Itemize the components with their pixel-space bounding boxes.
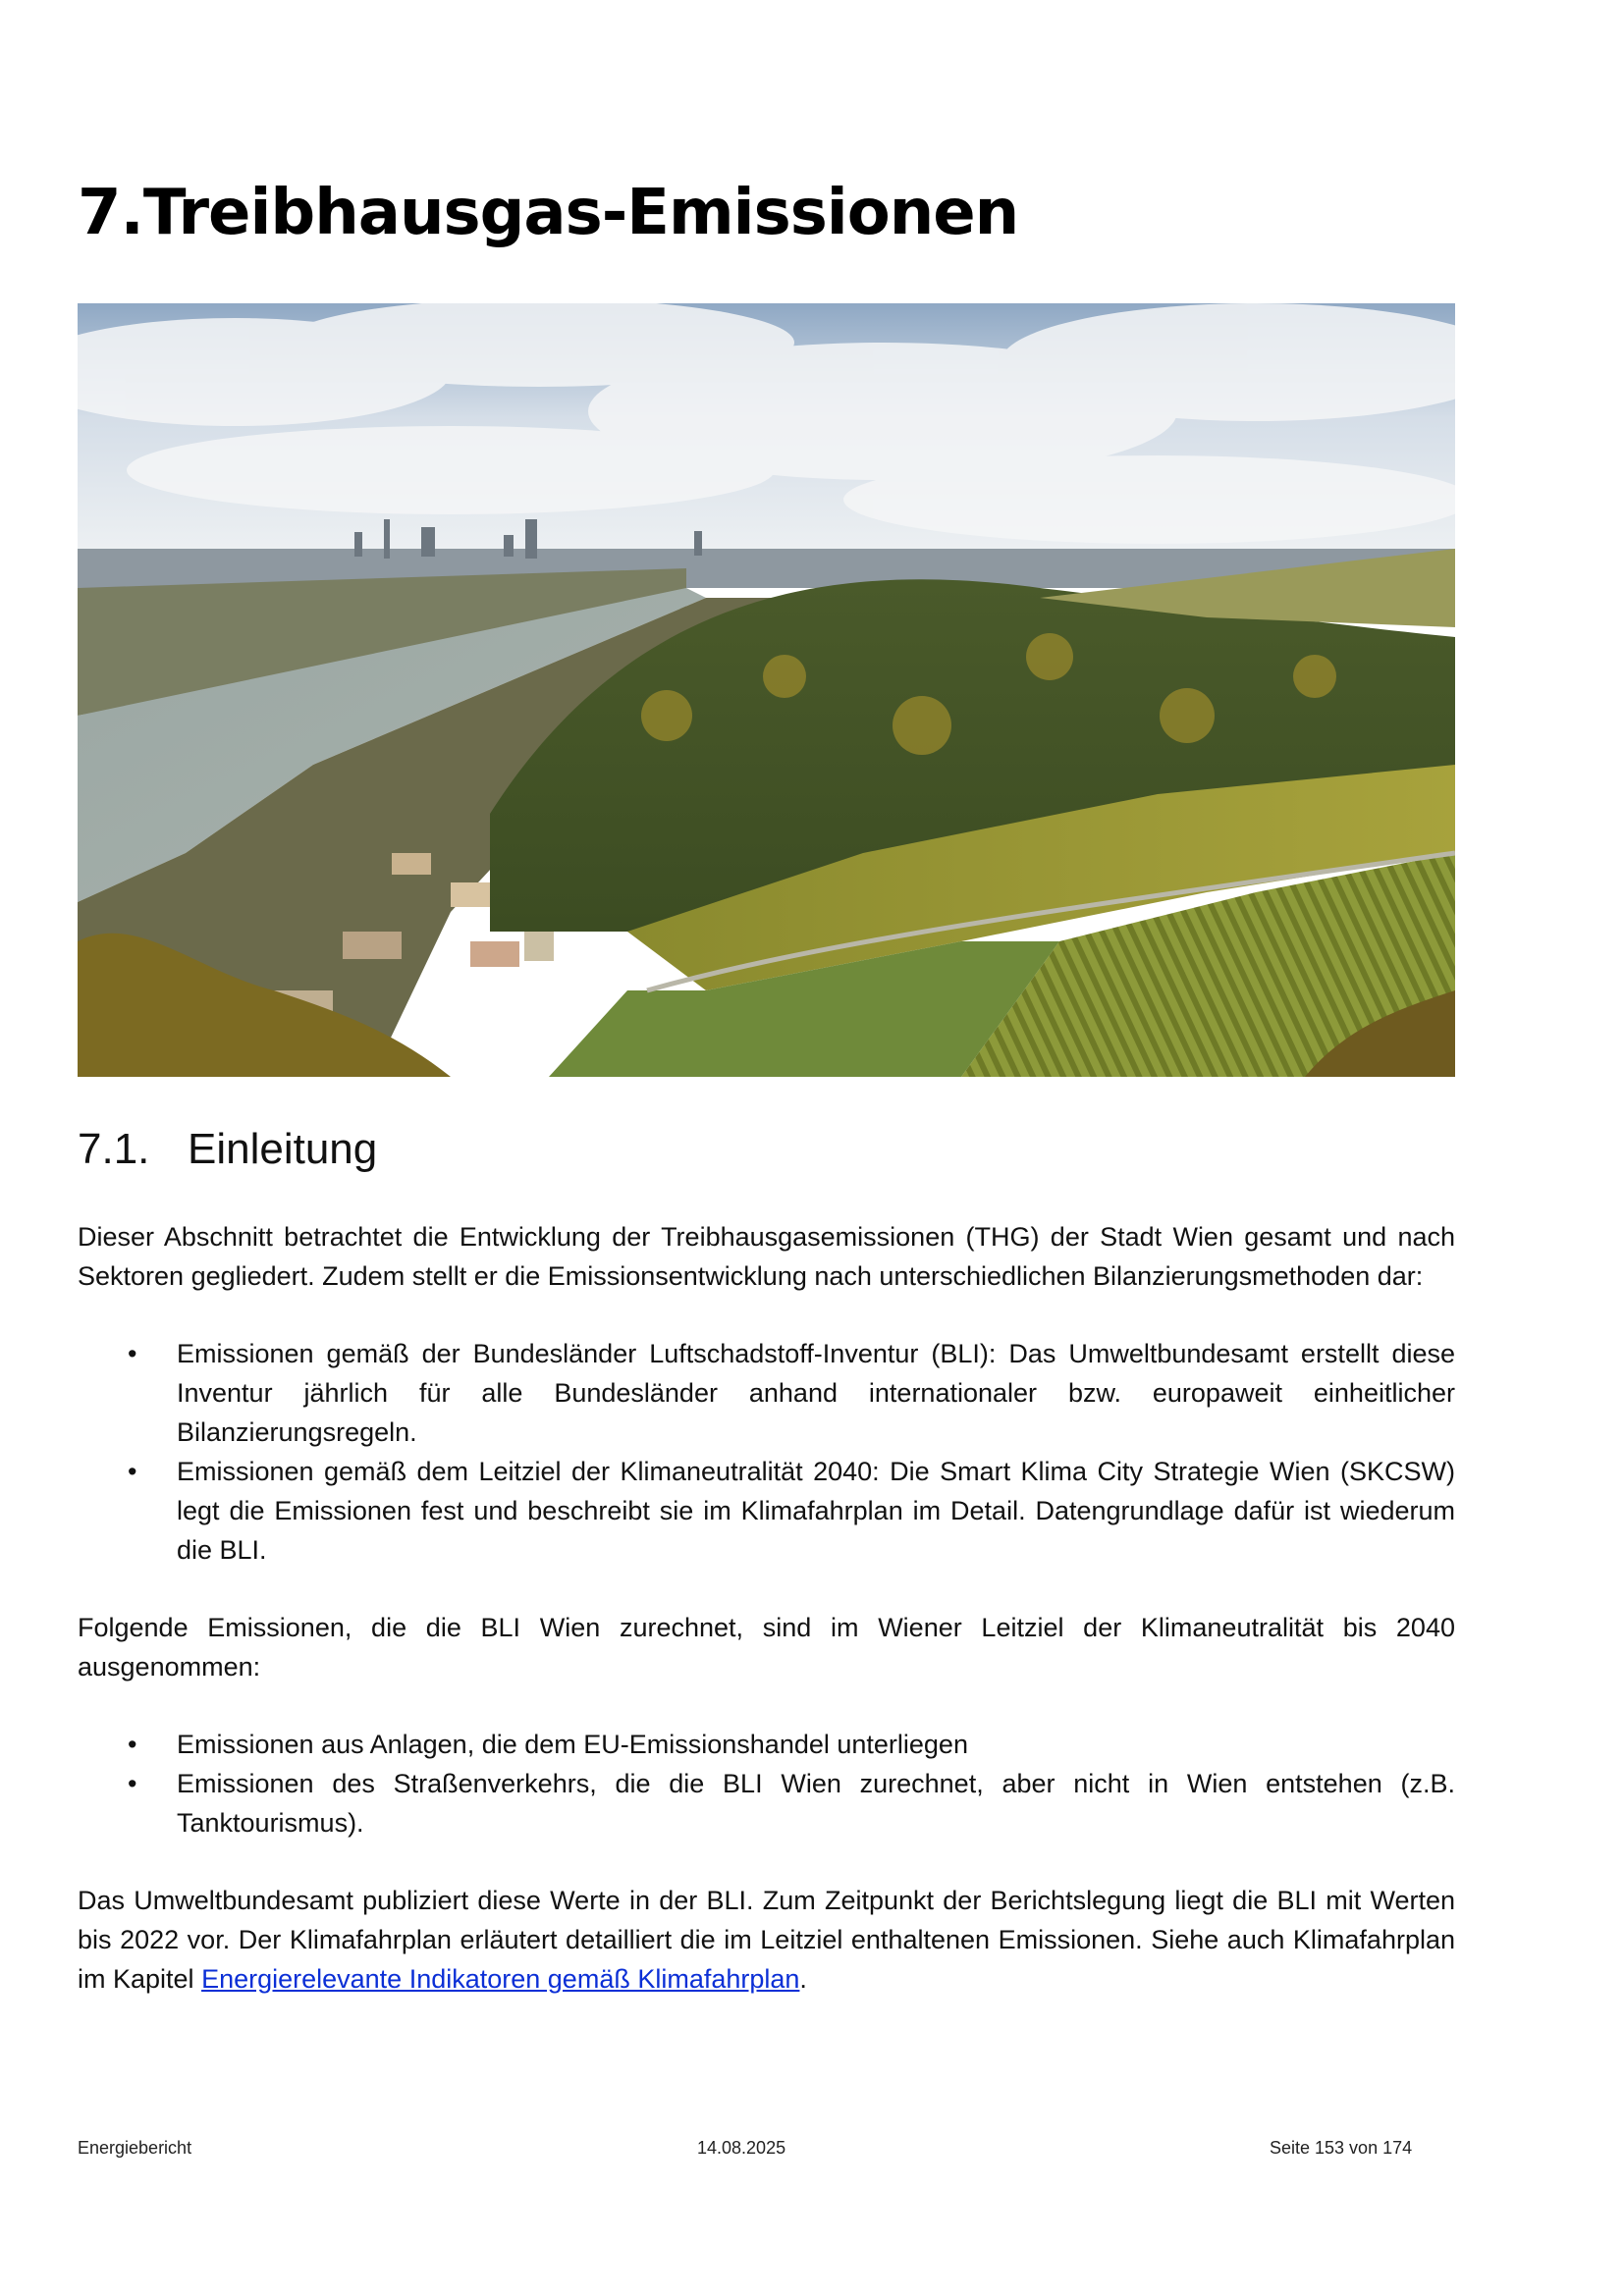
list-item: • Emissionen gemäß der Bundesländer Luftschadstoff-Inventur (BLI): Das Umweltbundesamt erstellt diese Inventur jährlich für alle Bundesländer anhand internationaler bzw. europaweit einheitlicher Bilanzierungsregeln.: [177, 1334, 1455, 1452]
bullet-icon: •: [128, 1730, 137, 1759]
section-heading: [78, 1125, 377, 1174]
section-number: 7.1.: [78, 1125, 150, 1173]
list-item: • Emissionen aus Anlagen, die dem EU-Emissionshandel unterliegen: [177, 1725, 1455, 1764]
bullet-icon: •: [128, 1339, 137, 1368]
bullet-icon: •: [128, 1457, 137, 1486]
list-item: • Emissionen des Straßenverkehrs, die die BLI Wien zurechnet, aber nicht in Wien entstehen (z.B. Tanktourismus).: [177, 1764, 1455, 1842]
closing-paragraph: Das Umweltbundesamt publiziert diese Werte in der BLI. Zum Zeitpunkt der Berichtslegung liegt die BLI mit Werten bis 2022 vor. Der Klimafahrplan erläutert detailliert die im Leitziel enthaltenen Emissionen. Siehe auch Klimafahrplan im Kapitel Energierelevante Indikatoren gemäß Klimafahrplan.: [78, 1886, 1455, 1994]
section-title: Einleitung: [188, 1125, 378, 1173]
chapter-link[interactable]: Energierelevante Indikatoren gemäß Klimafahrplan: [201, 1964, 800, 1994]
intro-paragraph: Dieser Abschnitt betrachtet die Entwicklung der Treibhausgasemissionen (THG) der Stadt Wien gesamt und nach Sektoren gegliedert. Zudem stellt er die Emissionsentwicklung nach unterschiedlichen Bilanzierungsmethoden dar:: [78, 1222, 1455, 1291]
landscape-photo: [78, 303, 1455, 1077]
page-title: 7.Treibhausgas-Emissionen: [78, 177, 1019, 249]
body-text: [78, 1217, 1455, 2037]
footer-document-name: Energiebericht: [78, 2138, 192, 2158]
footer-page-number: Seite 153 von 174: [1270, 2138, 1413, 2158]
bullet-icon: •: [128, 1769, 137, 1798]
list-item: • Emissionen gemäß dem Leitziel der Klimaneutralität 2040: Die Smart Klima City Strategie Wien (SKCSW) legt die Emissionen fest und beschreibt sie im Klimafahrplan im Detail. Datengrundlage dafür ist wiederum die BLI.: [177, 1452, 1455, 1570]
bullet-list-methods: [78, 1334, 1455, 1570]
exclusions-paragraph: Folgende Emissionen, die die BLI Wien zurechnet, sind im Wiener Leitziel der Klimaneutralität bis 2040 ausgenommen:: [78, 1613, 1455, 1682]
footer-date: 14.08.2025: [697, 2138, 786, 2158]
bullet-list-exclusions: [78, 1725, 1455, 1842]
